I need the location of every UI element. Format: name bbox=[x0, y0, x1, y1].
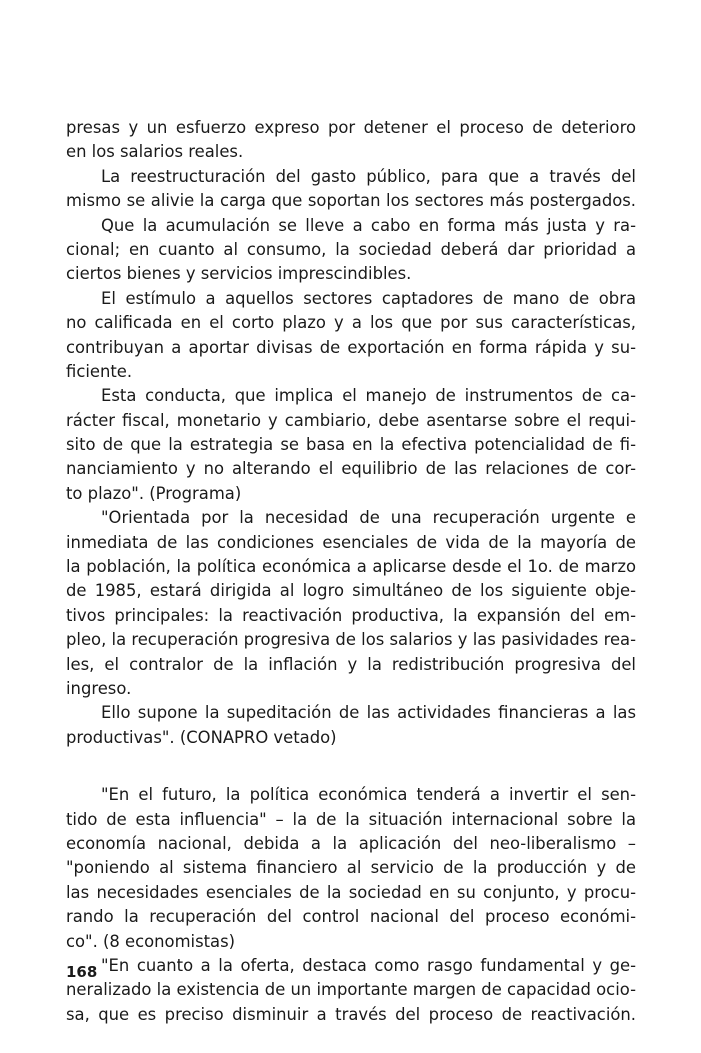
text-line: rando la recuperación del control nacional del proceso económi- bbox=[66, 907, 636, 927]
text-line: El estímulo a aquellos sectores captadores de mano de obra bbox=[101, 288, 636, 308]
text-line: nanciamiento y no alterando el equilibrio de las relaciones de cor- bbox=[66, 459, 636, 479]
section-gap bbox=[66, 750, 636, 783]
page-number: 168 bbox=[66, 963, 98, 981]
text-line: Ello supone la supeditación de las actividades financieras a las bbox=[101, 703, 636, 723]
text-line: les, el contralor de la inflación y la redistribución progresiva del bbox=[66, 654, 636, 674]
text-line: rácter fiscal, monetario y cambiario, debe asentarse sobre el requi- bbox=[66, 410, 636, 430]
text-line: la población, la política económica a aplicarse desde el 1o. de marzo bbox=[66, 557, 636, 577]
text-block-2 bbox=[66, 783, 636, 1027]
text-line: contribuyan a aportar divisas de exportación en forma rápida y su- bbox=[66, 337, 636, 357]
text-line: "poniendo al sistema financiero al servicio de la producción y de bbox=[66, 858, 636, 878]
text-line: pleo, la recuperación progresiva de los salarios y las pasividades rea- bbox=[66, 630, 636, 650]
text-line: tido de esta influencia" – la de la situación internacional sobre la bbox=[66, 809, 636, 829]
text-line: productivas". (CONAPRO vetado) bbox=[66, 727, 337, 747]
text-line: ficiente. bbox=[66, 361, 133, 381]
text-line: to plazo". (Programa) bbox=[66, 483, 242, 503]
page-body bbox=[66, 116, 636, 1027]
text-line: no calificada en el corto plazo y a los que por sus características, bbox=[66, 313, 636, 333]
text-line: sito de que la estrategia se basa en la efectiva potencialidad de fi- bbox=[66, 435, 636, 455]
text-line: en los salarios reales. bbox=[66, 142, 244, 162]
text-line: ciertos bienes y servicios imprescindibles. bbox=[66, 264, 412, 284]
text-line: sa, que es preciso disminuir a través del proceso de reactivación. bbox=[66, 1004, 636, 1024]
text-line: mismo se alivie la carga que soportan los sectores más postergados. bbox=[66, 191, 636, 211]
text-line: neralizado la existencia de un importante margen de capacidad ocio- bbox=[66, 980, 636, 1000]
text-line: tivos principales: la reactivación productiva, la expansión del em- bbox=[66, 605, 636, 625]
text-line: co". (8 economistas) bbox=[66, 931, 236, 951]
text-line: ingreso. bbox=[66, 678, 132, 698]
text-line: presas y un esfuerzo expreso por detener el proceso de deterioro bbox=[66, 118, 636, 137]
text-line: cional; en cuanto al consumo, la sociedad deberá dar prioridad a bbox=[66, 239, 636, 259]
text-line: las necesidades esenciales de la sociedad en su conjunto, y procu- bbox=[66, 882, 636, 902]
text-line: Esta conducta, que implica el manejo de instrumentos de ca- bbox=[101, 386, 636, 406]
text-line: inmediata de las condiciones esenciales de vida de la mayoría de bbox=[66, 532, 636, 552]
text-line: economía nacional, debida a la aplicación del neo-liberalismo – bbox=[66, 833, 636, 853]
text-block-1 bbox=[66, 116, 636, 750]
text-line: Que la acumulación se lleve a cabo en forma más justa y ra- bbox=[101, 215, 636, 235]
text-line: "En cuanto a la oferta, destaca como rasgo fundamental y ge- bbox=[101, 955, 636, 975]
text-line: "En el futuro, la política económica tenderá a invertir el sen- bbox=[101, 785, 636, 805]
text-line: La reestructuración del gasto público, para que a través del bbox=[101, 166, 636, 186]
text-line: "Orientada por la necesidad de una recuperación urgente e bbox=[101, 508, 636, 528]
text-line: de 1985, estará dirigida al logro simultáneo de los siguiente obje- bbox=[66, 581, 636, 601]
